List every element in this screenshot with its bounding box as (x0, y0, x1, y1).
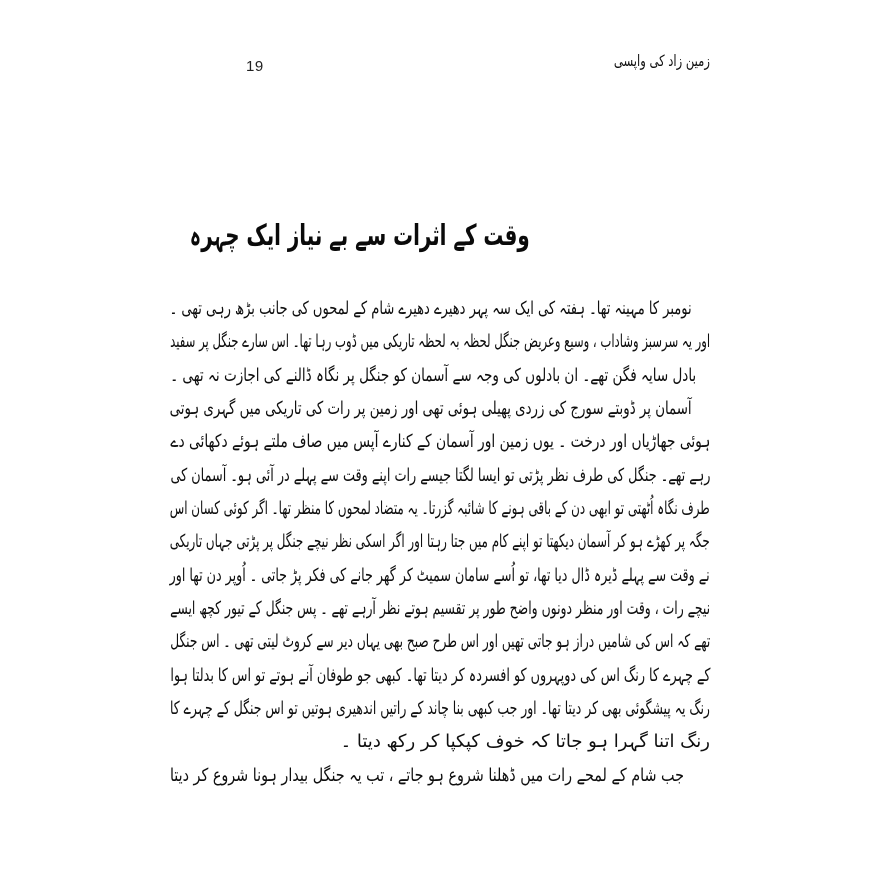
chapter-title (189, 218, 608, 270)
body-line-text: کے چہرے کا رنگ اس کی دوپہروں کو افسردہ کر دیتا تھا۔ کبھی جو طوفان آنے ہوتے تو اس کا بدلتا ہوا (170, 664, 710, 686)
body-line-text: تھے کہ اس کی شامیں دراز ہو جاتی تھیں اور اس طرح صبح بھی یہاں دیر سے کروٹ لیتی تھی ۔ اس جنگل (170, 631, 710, 653)
body-line-text: نے وقت سے پہلے ڈیرہ ڈال دیا تھا، تو اُسے سامان سمیٹ کر گھر جانے کی فکر پڑ جاتی ۔ اُوپر دن تھا اور (170, 564, 710, 586)
body-line-text: ہوئی جھاڑیاں اور درخت ۔ یوں زمین اور آسمان کے کنارے آپس میں صاف ملتے ہوئے دکھائی دے (170, 431, 710, 453)
running-title-text: زمین زاد کی واپسی (614, 52, 710, 70)
chapter-title-text: وقت کے اثرات سے بے نیاز ایک چہرہ (189, 218, 530, 252)
body-line (170, 392, 710, 425)
body-line (170, 325, 710, 358)
body-line-text: جب شام کے لمحے رات میں ڈھلنا شروع ہو جاتے ، تب یہ جنگل بیدار ہونا شروع کر دیتا (170, 764, 684, 786)
body-text (170, 292, 710, 792)
body-line-text: اور یہ سرسبز وشاداب ، وسیع وعریض جنگل لحظہ بہ لحظہ تاریکی میں ڈوب رہا تھا۔ اس سارے جنگل پر سفید (170, 331, 710, 353)
page-number: 19 (246, 58, 264, 75)
body-line (170, 559, 710, 592)
body-line (170, 492, 710, 525)
body-line-text: رہے تھے۔ جنگل کی طرف نظر پڑتی تو ایسا لگتا جیسے رات اپنے وقت سے پہلے در آئی ہو۔ آسمان کی (170, 464, 710, 486)
body-line (170, 359, 710, 392)
body-line (170, 425, 710, 458)
body-line-text: بادل سایہ فگن تھے۔ ان بادلوں کی وجہ سے آسمان کو جنگل پر نگاہ ڈالنے کی اجازت نہ تھی ۔ (170, 364, 696, 386)
body-line (170, 659, 710, 692)
body-line (170, 692, 710, 725)
body-line (170, 459, 710, 492)
body-line-text: آسمان پر ڈوبتے سورج کی زردی پھیلی ہوئی تھی اور زمین پر رات کی تاریکی میں گہری ہوتی (170, 397, 692, 419)
running-title (614, 52, 710, 70)
body-line (170, 625, 710, 658)
body-line-text: طرف نگاہ اُٹھتی تو ابھی دن کے باقی ہونے کا شائبہ گزرتا۔ یہ متضاد لمحوں کا منظر تھا۔ اگر کوئی کسان اس (170, 497, 710, 519)
body-line (170, 592, 710, 625)
body-line-text: نیچے رات ، وقت اور منظر دونوں واضح طور پر تقسیم ہوتے نظر آرہے تھے ۔ پس جنگل کے تیور کچھ ایسے (170, 597, 710, 619)
body-line-text: جگہ پر کھڑے ہو کر آسمان دیکھتا تو اپنے کام میں جتا رہتا اور اگر اسکی نظر نیچے جنگل پر پڑتی جہاں تاریکی (170, 531, 710, 553)
body-line (170, 525, 710, 558)
body-line (170, 292, 710, 325)
body-line-text: رنگ اتنا گہرا ہو جاتا کہ خوف کپکپا کر رکھ دیتا ۔ (340, 731, 710, 753)
body-line-text: نومبر کا مہینہ تھا۔ ہفتہ کی ایک سہ پہر دھیرے دھیرے شام کے لمحوں کی جانب بڑھ رہی تھی ۔ (170, 298, 692, 319)
body-line-text: رنگ یہ پیشگوئی بھی کر دیتا تھا۔ اور جب کبھی بنا چاند کے راتیں اندھیری ہوتیں تو اس جنگل کے چہرے کا (170, 697, 710, 719)
body-line (170, 759, 710, 792)
body-line (170, 725, 710, 758)
